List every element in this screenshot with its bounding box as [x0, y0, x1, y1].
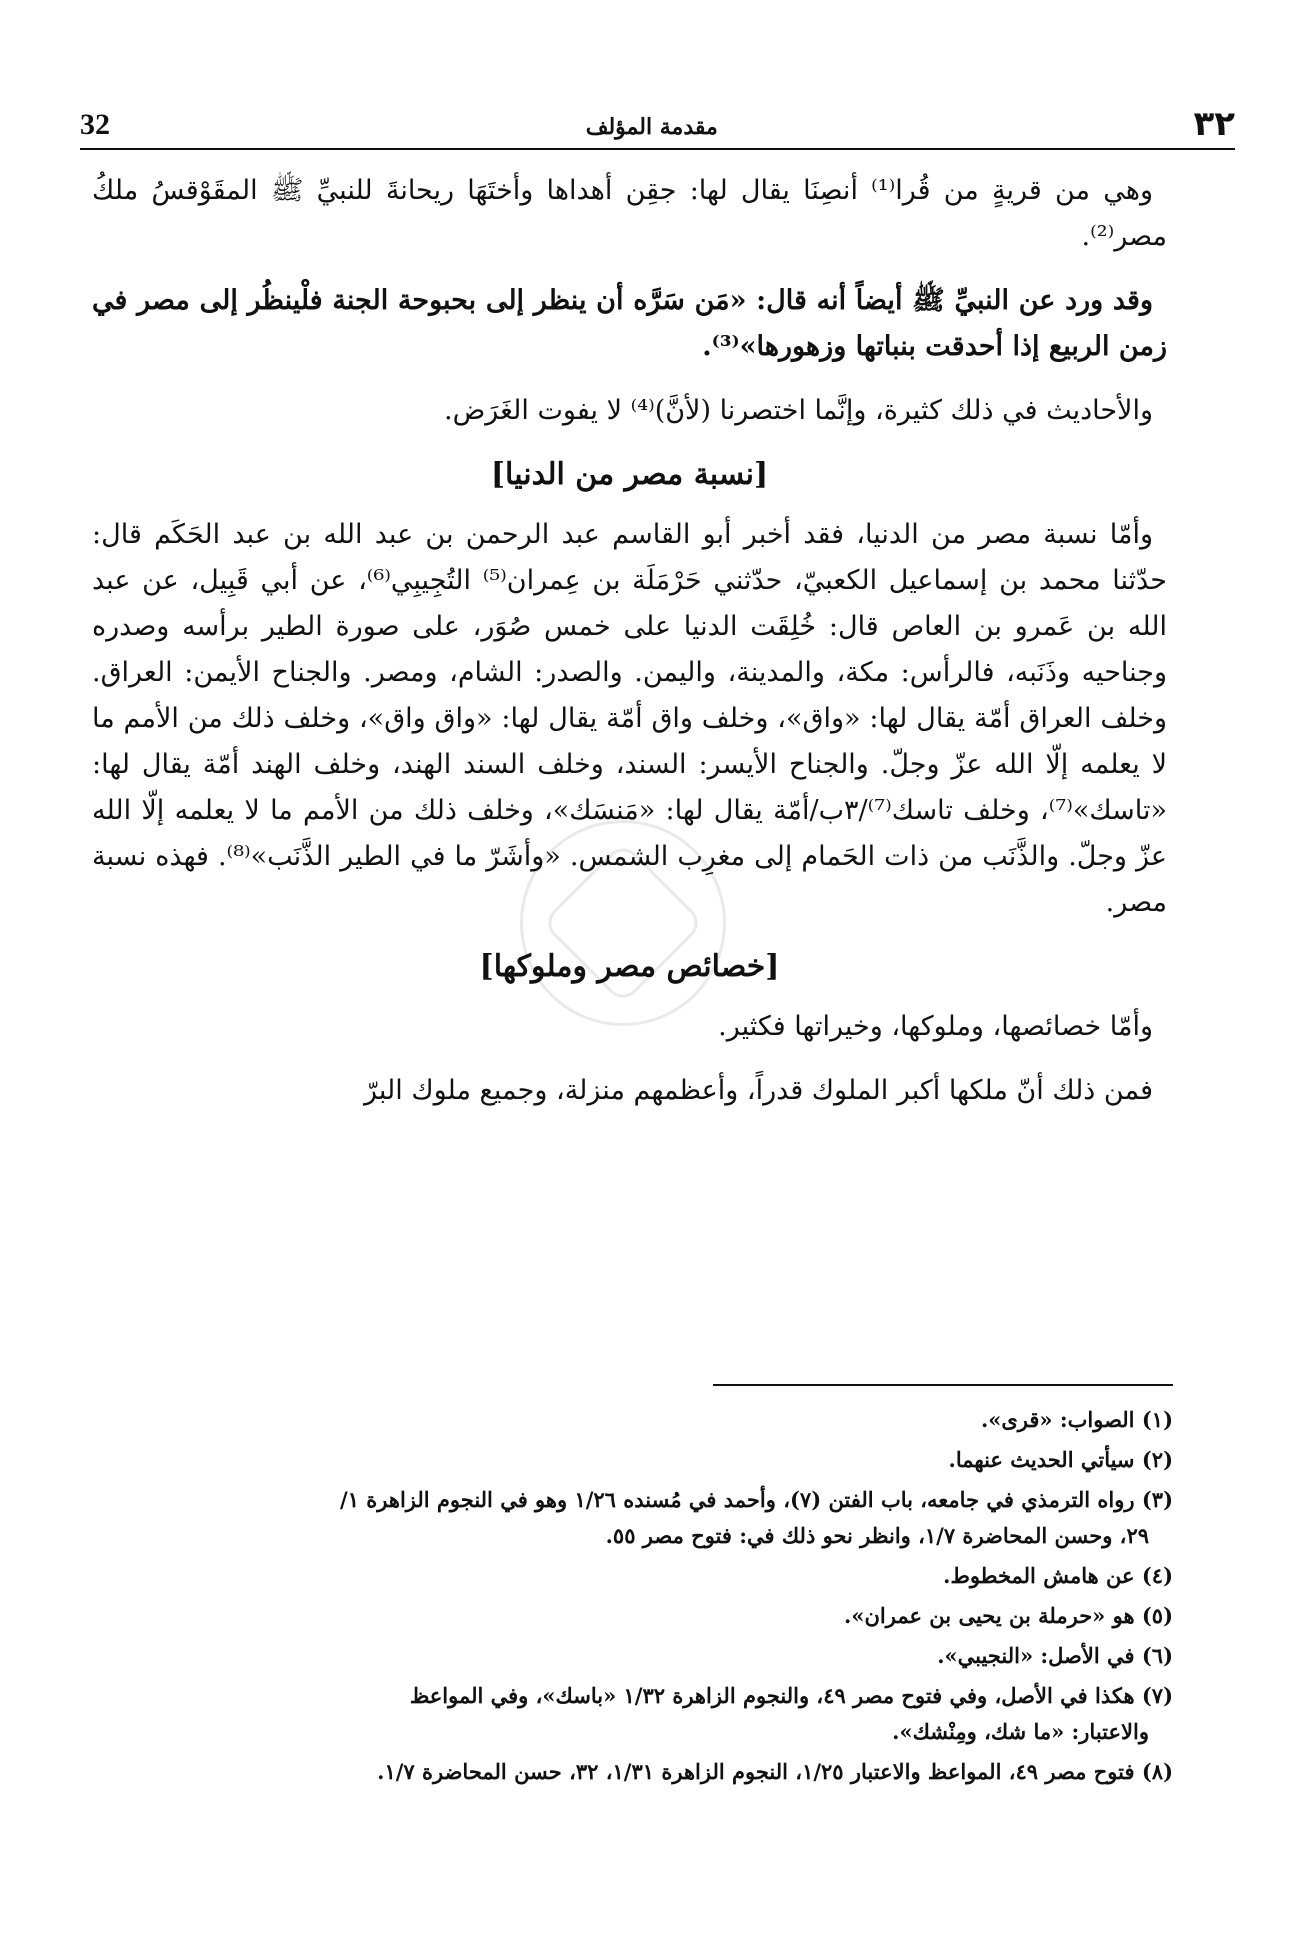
footnote-divider — [713, 1384, 1173, 1386]
footnote-3: (٣) رواه الترمذي في جامعه، باب الفتن (٧)، وأحمد في مُسنده ١/٢٦ وهو في النجوم الزاهرة ١/ ٢٩، وحسن المحاضرة ١/٧، وانظر نحو ذلك في: فتوح مصر ٥٥. — [340, 1487, 1173, 1548]
paragraph-4: وأمّا نسبة مصر من الدنيا، فقد أخبر أبو القاسم عبد الرحمن بن عبد الله بن عبد الحَكَم قال: حدّثنا محمد بن إسماعيل الكعبيّ، حدّثني حَرْمَلَة بن عِمران⁽⁵⁾ التُجِيبِي⁽⁶⁾، عن أبي قَبِيل، عن عبد الله بن عَمرو بن العاص قال: خُلِقَت الدنيا على خمس صُوَر، على صورة الطير برأسه وصدره وجناحيه وذَنَبه، فالرأس: مكة، والمدينة، واليمن. والصدر: الشام، ومصر. والجناح الأيمن: العراق. وخلف العراق أمّة يقال لها: «واق»، وخلف واق أمّة يقال لها: «واق واق»، وخلف ذلك من الأمم ما لا يعلمه إلّا الله عزّ وجلّ. والجناح الأيسر: السند، وخلف السند الهند، وخلف الهند أمّة يقال لها: «تاسك»⁽⁷⁾، وخلف تاسك⁽⁷⁾/٣ب/أمّة يقال لها: «مَنسَك»، وخلف ذلك من الأمم ما لا يعلمه إلّا الله عزّ وجلّ. والذَّنَب من ذات الحَمام إلى مغرِب الشمس. «وأشَرّ ما في الطير الذَّنَب»⁽⁸⁾. فهذه نسبة مصر. — [92, 519, 1167, 918]
paragraph-hadith: وقد ورد عن النبيِّ ﷺ أيضاً أنه قال: «مَن سَرَّه أن ينظر إلى بحبوحة الجنة فلْينظُر إلى مصر في زمن الربيع إذا أحدقت بنباتها وزهورها»⁽³⁾. — [92, 285, 1167, 362]
running-title: مقدمة المؤلف — [585, 114, 718, 140]
footnote-8: (٨) فتوح مصر ٤٩، المواعظ والاعتبار ١/٢٥، النجوم الزاهرة ١/٣١، ٣٢، حسن المحاضرة ١/٧. — [377, 1759, 1173, 1784]
paragraph-1: وهي من قريةٍ من قُرا⁽¹⁾ أنصِنَا يقال لها: جقِن أهداها وأختَهَا ريحانةَ للنبيِّ ﷺ المقَوْقسُ ملكُ مصر⁽²⁾. — [92, 175, 1167, 252]
paragraph-6: فمن ذلك أنّ ملكها أكبر الملوك قدراً، وأعظمهم منزلة، وجميع ملوك البرّ — [364, 1075, 1153, 1106]
page-number-arabic: ٣٢ — [1193, 104, 1235, 144]
footnote-1: (١) الصواب: «قرى». — [980, 1407, 1173, 1432]
page-number-latin: 32 — [80, 108, 110, 141]
section-heading-1: [نسبة مصر من الدنيا] — [490, 457, 769, 492]
footnote-4: (٤) عن هامش المخطوط. — [943, 1563, 1173, 1588]
footnote-6: (٦) في الأصل: «النجيبي». — [937, 1643, 1173, 1668]
main-text — [92, 168, 1167, 1132]
paragraph-3: والأحاديث في ذلك كثيرة، وإنَّما اختصرنا (لأنَّ)⁽⁴⁾ لا يفوت الغَرَض. — [444, 395, 1153, 426]
section-heading-2: [خصائص مصر وملوكها] — [479, 949, 780, 984]
footnote-2: (٢) سيأتي الحديث عنهما. — [948, 1447, 1173, 1472]
footnotes — [92, 1384, 1173, 1794]
page-header — [80, 86, 1235, 150]
footnote-7: (٧) هكذا في الأصل، وفي فتوح مصر ٤٩، والنجوم الزاهرة ١/٣٢ «باسك»، وفي المواعظ والاعتبار: «ما شك، ومِنْشك». — [409, 1683, 1173, 1744]
footnote-5: (٥) هو «حرملة بن يحيى بن عمران». — [844, 1603, 1173, 1628]
paragraph-5: وأمّا خصائصها، وملوكها، وخيراتها فكثير. — [718, 1011, 1153, 1042]
